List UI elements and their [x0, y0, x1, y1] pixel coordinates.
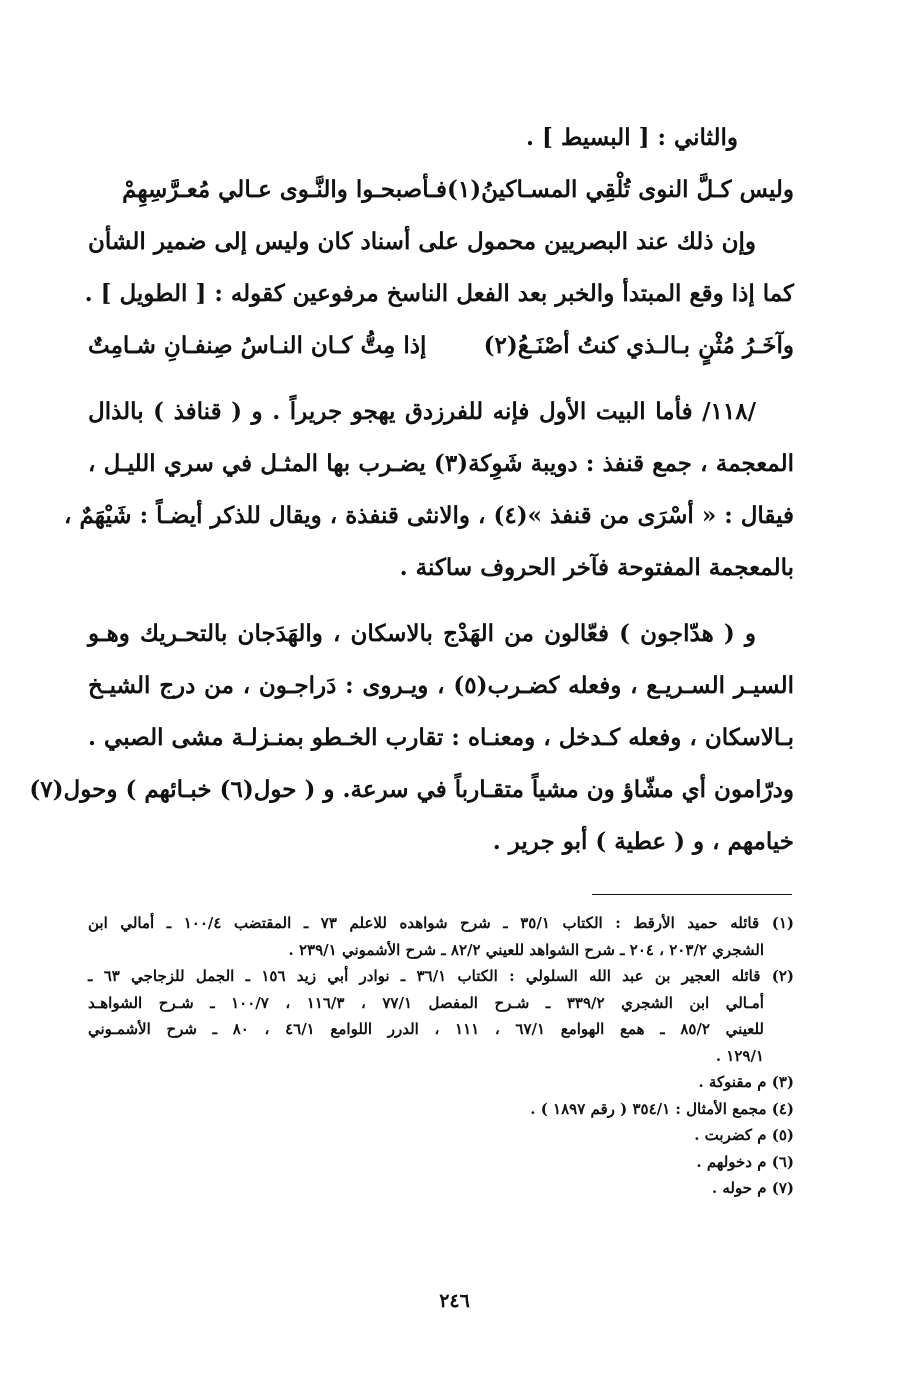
- footnote-6: (٦) م دخولهم .: [696, 1152, 794, 1171]
- footnote-1-line-1: (١) قائله حميد الأرقط : الكتاب ٣٥/١ ـ شرح شواهده للاعلم ٧٣ ـ المقتضب ١٠٠/٤ ـ أمالي ابن: [88, 914, 794, 932]
- footnote-3: (٣) م مقنوكة .: [698, 1073, 794, 1091]
- verse-2: [88, 320, 794, 372]
- verse-1: [88, 164, 794, 216]
- paragraph-1-line-2: كما إذا وقع المبتدأ والخبر بعد الفعل الناسخ مرفوعين كقوله : [ الطويل ] .: [84, 280, 794, 307]
- footnote-7: (٧) م حوله .: [711, 1179, 794, 1197]
- paragraph-3-line-3: بـالاسكان ، وفعله كـدخل ، ومعنـاه : تقارب الخـطو بمنـزلـة مشى الصبي .: [88, 724, 794, 751]
- verse-2-first-hemistich: إذا مِتُّ كـان النـاسُ صِنفـانِ شـامِتٌ: [88, 332, 427, 359]
- page-number: ٢٤٦: [439, 1290, 470, 1312]
- footnote-1-line-2: الشجري ٢٠٣/٢ ، ٢٠٤ ـ شرح الشواهد للعيني ٨٢/٢ ـ شرح الأشموني ٢٣٩/١ .: [288, 940, 764, 959]
- paragraph-3-line-5: خيامهم ، و ( عطية ) أبو جرير .: [492, 828, 794, 855]
- verse-1-first-hemistich: فـأصبحـوا والنَّـوى عـالي مُعـرَّسِهِمْ: [122, 176, 447, 203]
- footnote-2-line-4: ١٢٩/١ .: [715, 1046, 764, 1065]
- paragraph-2-line-2: المعجمة ، جمع قنفذ : دويبة شَوِكة(٣) يضـرب بها المثـل في سري الليـل ،: [88, 450, 794, 477]
- paragraph-2-line-1: /١١٨/ فأما البيت الأول فإنه للفرزدق يهجو جريراً . و ( قنافذ ) بالذال: [88, 398, 756, 425]
- footnote-separator: [592, 894, 792, 895]
- footnote-2-line-3: للعيني ٨٥/٢ ـ همع الهوامع ٦٧/١ ، ١١١ ، الدرر اللوامع ٤٦/١ ، ٨٠ ـ شرح الأشمـوني: [88, 1020, 764, 1038]
- paragraph-3-line-2: السيـر السـريـع ، وفعله كضـرب(٥) ، ويـروى : دَراجـون ، من درج الشيـخ: [88, 672, 794, 699]
- paragraph-3-line-4: ودرّامون أي مشّاؤ ون مشياً متقـارباً في سرعة. و ( حول(٦) خبـائهم ) وحول(٧): [29, 776, 794, 803]
- footnote-2-line-1: (٢) قائله العجير بن عبد الله السلولي : الكتاب ٣٦/١ ـ نوادر أبي زيد ١٥٦ ـ الجمل للزجاجي ٦٣ ـ: [88, 967, 794, 985]
- verse-2-second-hemistich: وآخَـرُ مُثْنٍ بـالـذي كنتُ أصْنَـعُ(٢): [483, 332, 794, 359]
- paragraph-2-line-4: بالمعجمة المفتوحة فآخر الحروف ساكنة .: [399, 554, 794, 581]
- verse-1-second-hemistich: وليس كـلَّ النوى تُلْقِي المسـاكينُ(١): [446, 176, 794, 203]
- main-text: [29, 112, 794, 868]
- meter-line-basit: والثاني : [ البسيط ] .: [526, 124, 738, 151]
- paragraph-1-line-1: وإن ذلك عند البصريين محمول على أسناد كان وليس إلى ضمير الشأن: [88, 228, 756, 255]
- footnote-4: (٤) مجمع الأمثال : ٣٥٤/١ ( رقم ١٨٩٧ ) .: [530, 1099, 794, 1118]
- footnotes: [88, 910, 794, 1202]
- paragraph-3-line-1: و ( هدّاجون ) فعّالون من الهَدْج بالاسكان ، والهَدَجان بالتحـريك وهـو: [88, 620, 756, 647]
- footnote-5: (٥) م كضربت .: [694, 1126, 794, 1144]
- footnote-2-line-2: أمـالي ابن الشجري ٣٣٩/٢ ـ شـرح المفصل ٧٧/١ ، ١١٦/٣ ، ١٠٠/٧ ـ شـرح الشواهـد: [88, 993, 764, 1012]
- paragraph-2-line-3: فيقال : « أسْرَى من قنفذ »(٤) ، والانثى قنفذة ، ويقال للذكر أيضـاً : شَيْهَمٌ ،: [64, 502, 794, 529]
